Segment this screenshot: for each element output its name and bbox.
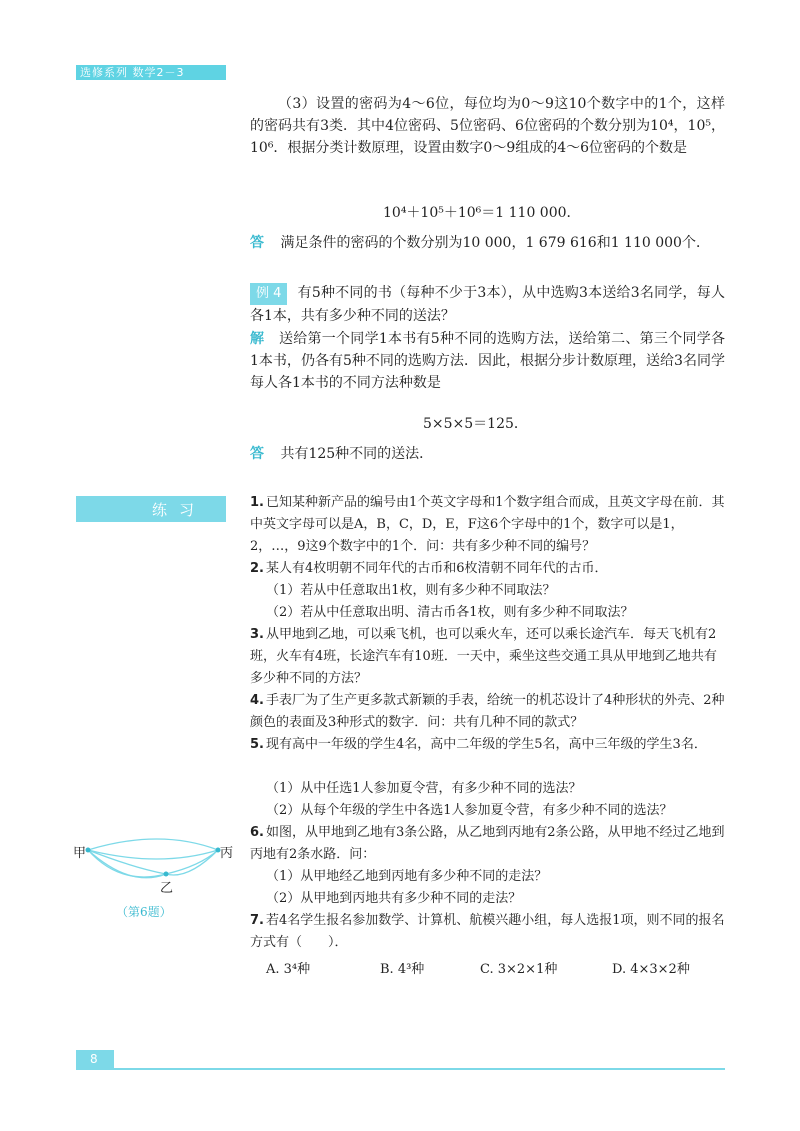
solution-label: 解: [250, 331, 265, 347]
solution-text: 送给第一个同学1本书有5种不同的选购方法，送给第二、第三个同学各1本书，仍各有5种不同的选购方法．因此，根据分步计数原理，送给3名同学每人各1本书的不同方法种数是: [250, 331, 725, 391]
example4-problem: [250, 282, 725, 327]
intro-paragraph: （3）设置的密码为4～6位，每位均为0～9这10个数字中的1个，这样的密码共有3类．其中4位密码、5位密码、6位密码的个数分别为10⁴，10⁵，10⁶．根据分类计数原理，设置由数字0～9组成的4～6位密码的个数是: [250, 96, 725, 156]
exercise-text: 从甲地到乙地，可以乘飞机，也可以乘火车，还可以乘长途汽车．每天飞机有2班，火车有4班，长途汽车有10班．一天中，乘坐这些交通工具从甲地到乙地共有多少种不同的方法？: [250, 627, 717, 686]
example-label: 例 4: [250, 283, 287, 305]
exercise-text: 某人有4枚明朝不同年代的古币和6枚清朝不同年代的古币．: [266, 561, 608, 576]
exercise-6-sub-2: （2）从甲地到丙地共有多少种不同的走法？: [266, 891, 522, 906]
exercise-2-sub-2: （2）若从中任意取出明、清古币各1枚，则有多少种不同取法？: [266, 605, 634, 620]
exercise-number: 3.: [250, 627, 264, 642]
header-title: [80, 65, 185, 80]
page-number-box: [76, 1050, 114, 1070]
example4-solution: [250, 328, 725, 394]
exercise-text: 已知某种新产品的编号由1个英文字母和1个数字组合而成，且英文字母在前．其中英文字母可以是A，B，C，D，E，F这6个字母中的1个，数字可以是1，2，…，9这9个数字中的1个．问：共有多少种不同的编号？: [250, 495, 725, 554]
choice-d: D. 4×3×2种: [612, 962, 690, 977]
exercise-5-sub-1: （1）从中任选1人参加夏令营，有多少种不同的选法？: [266, 781, 582, 796]
exercise-number: 1.: [250, 495, 264, 510]
label-jia: 甲: [73, 846, 87, 861]
exercise-text: 如图，从甲地到乙地有3条公路，从乙地到丙地有2条公路，从甲地不经过乙地到丙地有2条水路．问：: [250, 825, 725, 862]
waterway-1: [88, 839, 218, 850]
answer-text: 满足条件的密码的个数分别为10 000，1 679 616和1 110 000个．: [280, 235, 710, 251]
exercise-text: 现有高中一年级的学生4名，高中二年级的学生5名，高中三年级的学生3名．: [266, 737, 707, 752]
answer-text: 共有125种不同的送法．: [280, 446, 434, 462]
example4-answer: [250, 443, 725, 465]
exercise-6: [250, 822, 725, 866]
series-label: 选修系列: [80, 66, 128, 79]
point-jia: [86, 848, 91, 853]
exercise-2: [250, 558, 725, 580]
route-figure: [70, 828, 240, 898]
road-5: [166, 850, 218, 875]
choice-c: C. 3×2×1种: [480, 962, 558, 977]
exercise-4: [250, 690, 725, 734]
exercise-6-sub-1: （1）从甲地经乙地到丙地有多少种不同的走法？: [266, 869, 548, 884]
answer-label: 答: [250, 446, 264, 462]
exercise-text: 若4名学生报名参加数学、计算机、航模兴趣小组，每人选报1项，则不同的报名方式有（ ）．: [250, 913, 725, 950]
book-label: 数学2－3: [132, 66, 185, 79]
exercise-1: [250, 492, 725, 558]
footer-line: [114, 1068, 725, 1070]
exercise-5: [250, 734, 725, 756]
intro-formula: 10⁴＋10⁵＋10⁶＝1 110 000．: [383, 205, 581, 221]
exercise-number: 2.: [250, 561, 264, 576]
label-yi: 乙: [160, 881, 174, 896]
exercise-title: 练习: [151, 501, 206, 519]
answer-label: 答: [250, 235, 264, 251]
exercise-number: 7.: [250, 913, 264, 928]
figure-caption: （第6题）: [116, 905, 172, 919]
page-number: 8: [90, 1052, 98, 1066]
point-yi: [164, 872, 169, 877]
choice-a: A. 3⁴种: [266, 962, 311, 977]
exercise-title-box: [76, 496, 226, 522]
label-bing: 丙: [220, 846, 234, 861]
exercise-2-sub-1: （1）若从中任意取出1枚，则有多少种不同取法？: [266, 583, 556, 598]
exercise-number: 6.: [250, 825, 264, 840]
example-problem-text: 有5种不同的书（每种不少于3本），从中选购3本送给3名同学，每人各1本，共有多少种不同的送法？: [250, 285, 725, 324]
exercise-number: 4.: [250, 693, 264, 708]
intro-answer: [250, 232, 725, 254]
choice-b: B. 4³种: [380, 962, 425, 977]
exercise-number: 5.: [250, 737, 264, 752]
exercise-7: [250, 910, 725, 954]
exercise-5-sub-2: （2）从每个年级的学生中各选1人参加夏令营，有多少种不同的选法？: [266, 803, 673, 818]
exercise-3: [250, 624, 725, 690]
exercise-text: 手表厂为了生产更多款式新颖的手表，给统一的机芯设计了4种形状的外壳、2种颜色的表面及3种形式的数字．问：共有几种不同的款式？: [250, 693, 725, 730]
example4-formula: 5×5×5＝125．: [423, 416, 528, 432]
